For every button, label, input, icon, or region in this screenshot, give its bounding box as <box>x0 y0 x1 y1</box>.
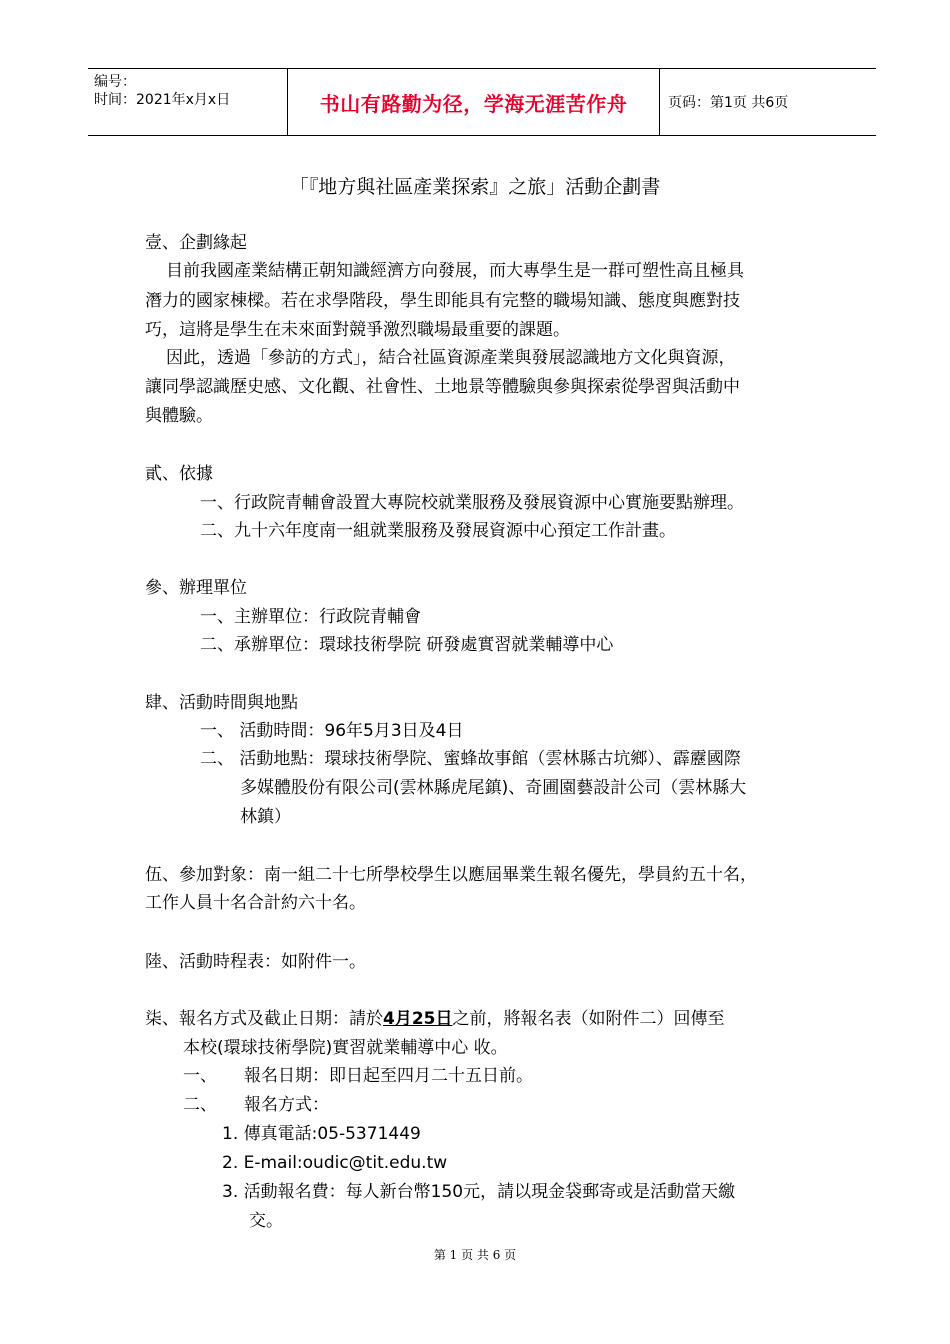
list-item-continuation: 多媒體股份有限公司(雲林縣虎尾鎮)、奇圃園藝設計公司（雲林縣大 <box>240 778 747 798</box>
list-item: 一、 活動時間：96年5月3日及4日 <box>200 721 464 741</box>
section-heading: 參、辦理單位 <box>145 578 247 598</box>
sub-list-item: 2. E-mail:oudic@tit.edu.tw <box>222 1153 448 1173</box>
list-item: 報名日期：即日起至四月二十五日前。 <box>244 1066 533 1086</box>
sub-list-item: 3. 活動報名費：每人新台幣150元，請以現金袋郵寄或是活動當天繳 <box>222 1182 736 1202</box>
document-time-label: 时间：2021年x月x日 <box>94 92 231 108</box>
page-header <box>88 68 876 136</box>
list-item-continuation: 林鎮） <box>240 807 291 827</box>
section-heading: 壹、企劃緣起 <box>145 233 247 253</box>
paragraph-line: 因此，透過「參訪的方式」，結合社區資源產業與發展認識地方文化與資源， <box>166 348 736 368</box>
list-item-number: 一、 <box>183 1066 217 1086</box>
registration-text-pre: 柒、報名方式及截止日期：請於 <box>145 1009 383 1029</box>
list-item: 一、行政院青輔會設置大專院校就業服務及發展資源中心實施要點辦理。 <box>200 493 744 513</box>
section-heading: 伍、參加對象：南一組二十七所學校學生以應屆畢業生報名優先，學員約五十名， <box>145 865 757 885</box>
page-footer: 第 1 页 共 6 页 <box>433 1248 517 1262</box>
list-item: 二、承辦單位：環球技術學院 研發處實習就業輔導中心 <box>200 635 614 655</box>
paragraph-line: 工作人員十名合計約六十名。 <box>145 893 366 913</box>
header-motto: 书山有路勤为径，学海无涯苦作舟 <box>319 91 628 116</box>
section-heading: 肆、活動時間與地點 <box>145 693 298 713</box>
registration-text-post: 之前，將報名表（如附件二）回傳至 <box>452 1009 725 1029</box>
header-meta <box>88 69 288 135</box>
document-number-label: 编号： <box>94 74 136 90</box>
paragraph-line: 巧，這將是學生在未來面對競爭激烈職場最重要的課題。 <box>145 320 570 340</box>
list-item: 二、 活動地點：環球技術學院、蜜蜂故事館（雲林縣古坑鄉）、霹靂國際 <box>200 749 741 769</box>
registration-deadline: 4月25日 <box>383 1009 453 1029</box>
paragraph-line: 潛力的國家棟樑。若在求學階段，學生即能具有完整的職場知識、態度與應對技 <box>145 291 740 311</box>
document-title: 「『地方與社區產業探索』之旅」活動企劃書 <box>289 176 661 198</box>
header-motto-cell <box>288 69 660 135</box>
list-item: 二、九十六年度南一組就業服務及發展資源中心預定工作計畫。 <box>200 521 676 541</box>
header-page-info: 页码：第1页 共6页 <box>668 95 789 111</box>
section-heading: 陸、活動時程表：如附件一。 <box>145 952 366 972</box>
sub-list-item: 1. 傳真電話:05-5371449 <box>222 1124 421 1144</box>
paragraph-line: 讓同學認識歷史感、文化觀、社會性、土地景等體驗與參與探索從學習與活動中 <box>145 377 740 397</box>
list-item: 一、主辦單位：行政院青輔會 <box>200 607 421 627</box>
paragraph-line: 本校(環球技術學院)實習就業輔導中心 收。 <box>183 1038 508 1058</box>
paragraph-line: 與體驗。 <box>145 406 213 426</box>
paragraph-line: 目前我國產業結構正朝知識經濟方向發展，而大專學生是一群可塑性高且極具 <box>166 261 744 281</box>
section-heading: 貳、依據 <box>145 464 213 484</box>
sub-list-item-continuation: 交。 <box>249 1211 283 1231</box>
list-item-number: 二、 <box>183 1095 217 1115</box>
list-item: 報名方式： <box>244 1095 329 1115</box>
section-heading <box>145 1006 725 1032</box>
